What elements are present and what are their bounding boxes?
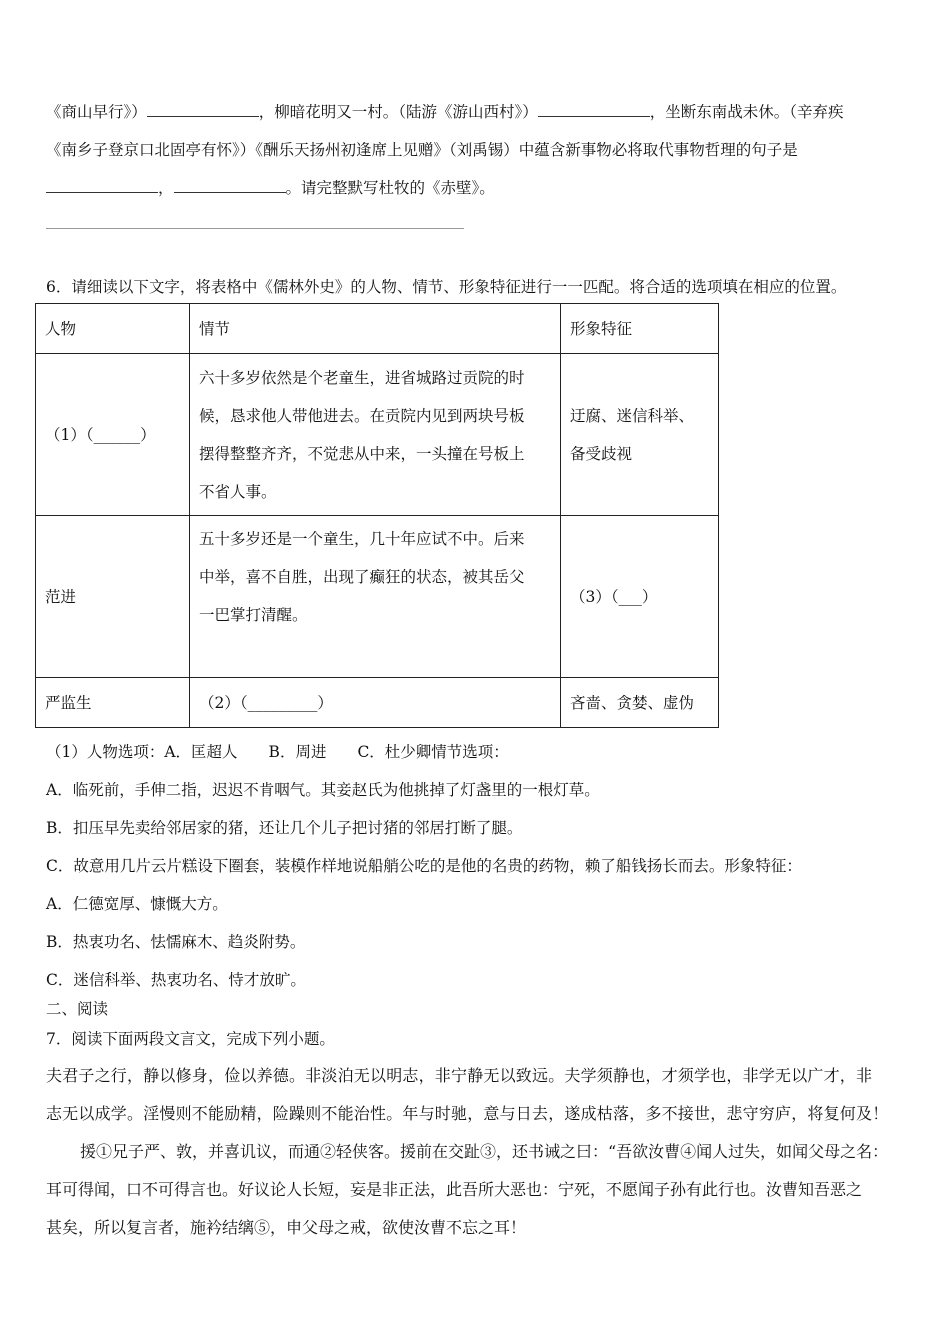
plot-line: 中举，喜不自胜，出现了癫狂的状态，被其岳父 <box>199 568 525 586</box>
plot-line: 不省人事。 <box>199 482 277 501</box>
table-row <box>36 516 719 678</box>
fill-text: 。请完整默写杜牧的《赤壁》。 <box>285 179 495 197</box>
passage-1-line: 夫君子之行，静以修身，俭以养德。非淡泊无以明志，非宁静无以致远。夫学须静也，才须学也，非学无以广才，非 <box>46 1066 873 1085</box>
fill-line-2: 《南乡子登京口北固亭有怀》）《酬乐天扬州初逢席上见赠》（刘禹锡）中蕴含新事物必将取代事物哲理的句子是 <box>46 141 798 159</box>
plot-cell[interactable]: （2）（_________） <box>190 678 561 728</box>
options-line: C．故意用几片云片糕设下圈套，装模作样地说船艄公吃的是他的名贵的药物，赖了船钱扬长而去。形象特征： <box>46 857 802 875</box>
passage-1-line: 志无以成学。淫慢则不能励精，险躁则不能治性。年与时驰，意与日去，遂成枯落，多不接世，悲守穷庐，将复何及！ <box>46 1104 889 1123</box>
person-cell: 严监生 <box>36 678 190 728</box>
options-line: A．临死前，手伸二指，迟迟不肯咽气。其妾赵氏为他挑掉了灯盏里的一根灯草。 <box>46 781 600 799</box>
question-7-intro: 7．阅读下面两段文言文，完成下列小题。 <box>46 1030 335 1048</box>
trait-cell[interactable]: （3）（___） <box>561 516 719 678</box>
passage-2-line: 援①兄子严、敦，并喜讥议，而通②轻侠客。援前在交趾③，还书诫之曰：“吾欲汝曹④闻人过失，如闻父母之名： <box>80 1142 889 1161</box>
fill-text: ， <box>158 179 174 197</box>
trait-line: 迂腐、迷信科举、 <box>570 406 695 425</box>
person-cell: 范进 <box>36 516 190 678</box>
options-line: B．扣压早先卖给邻居家的猪，还让几个儿子把讨猪的邻居打断了腿。 <box>46 819 523 837</box>
trait-cell <box>561 354 719 516</box>
header-plot: 情节 <box>190 304 561 354</box>
options-line: B．热衷功名、怯懦麻木、趋炎附势。 <box>46 933 306 951</box>
answer-line[interactable] <box>46 228 464 229</box>
person-cell[interactable]: （1）（______） <box>36 354 190 516</box>
question-6-intro: 6．请细读以下文字，将表格中《儒林外史》的人物、情节、形象特征进行一一匹配。将合适的选项填在相应的位置。 <box>46 278 847 296</box>
fill-line-1 <box>46 100 844 122</box>
passage-2-line: 甚矣，所以复言者，施衿结缡⑤，申父母之戒，欲使汝曹不忘之耳！ <box>46 1218 527 1237</box>
header-trait: 形象特征 <box>561 304 719 354</box>
table-header-row <box>36 304 719 354</box>
answer-blank[interactable] <box>174 178 286 193</box>
plot-cell <box>190 354 561 516</box>
answer-blank[interactable] <box>46 178 158 193</box>
table-row <box>36 678 719 728</box>
fill-line-3 <box>46 176 495 198</box>
header-person: 人物 <box>36 304 190 354</box>
options-line: （1）人物选项：A．匡超人 B．周进 C．杜少卿情节选项： <box>46 743 509 761</box>
match-table <box>35 303 719 728</box>
table-row <box>36 354 719 516</box>
options-line: C．迷信科举、热衷功名、恃才放旷。 <box>46 971 306 989</box>
answer-blank[interactable] <box>147 102 259 117</box>
plot-line: 摆得整整齐齐，不觉悲从中来，一头撞在号板上 <box>199 444 525 463</box>
fill-text: 《商山早行》） <box>46 103 147 121</box>
trait-cell: 吝啬、贪婪、虚伪 <box>561 678 719 728</box>
options-line: A．仁德宽厚、慷慨大方。 <box>46 895 228 913</box>
trait-line: 备受歧视 <box>570 444 633 463</box>
answer-blank[interactable] <box>538 102 650 117</box>
plot-line: 六十多岁依然是个老童生，进省城路过贡院的时 <box>199 368 525 387</box>
plot-line: 候，恳求他人带他进去。在贡院内见到两块号板 <box>199 406 525 425</box>
plot-line: 五十多岁还是一个童生，几十年应试不中。后来 <box>199 530 525 548</box>
fill-text: ，坐断东南战未休。（辛弃疾 <box>649 103 844 121</box>
plot-cell <box>190 516 561 678</box>
section-heading: 二、阅读 <box>46 1000 109 1018</box>
passage-2-line: 耳可得闻，口不可得言也。好议论人长短，妄是非正法，此吾所大恶也：宁死，不愿闻子孙有此行也。汝曹知吾恶之 <box>46 1180 863 1199</box>
plot-line: 一巴掌打清醒。 <box>199 606 308 624</box>
fill-text: ，柳暗花明又一村。（陆游《游山西村》） <box>258 103 538 121</box>
